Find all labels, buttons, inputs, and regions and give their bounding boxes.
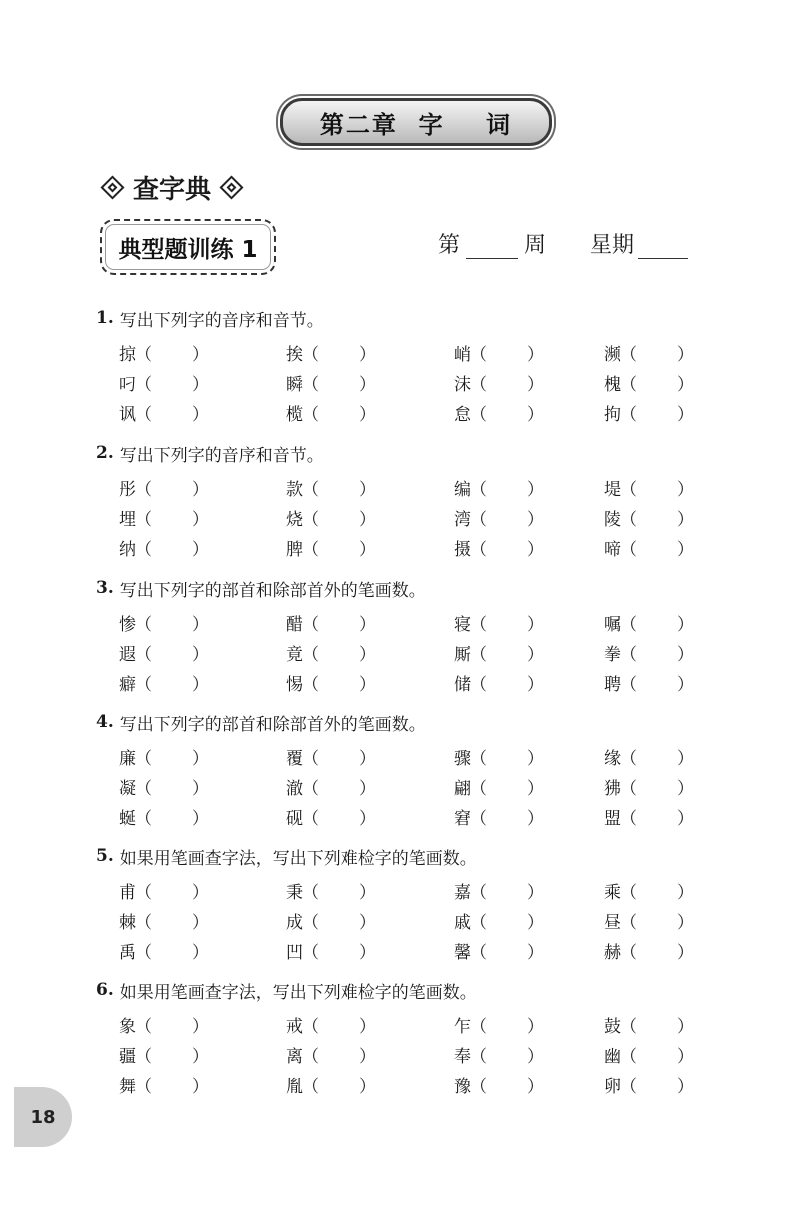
character-item [119,640,286,665]
character: 讽 [119,404,136,425]
answer-blank[interactable]: （ ） [302,778,376,799]
weekday-label: 星期 [590,233,635,258]
character-item [119,610,286,635]
character: 狒 [604,778,621,799]
answer-blank[interactable]: （ ） [135,1046,209,1067]
character-item [454,670,604,695]
character-item [286,878,454,903]
character-row [119,1039,699,1069]
character-row [119,607,699,637]
character-row [119,771,699,801]
character-grid [119,607,699,697]
question-number: 4. [96,712,114,732]
character: 乍 [454,1016,471,1037]
character-item [454,908,604,933]
answer-blank[interactable]: （ ） [620,674,694,695]
answer-blank[interactable]: （ ） [302,1016,376,1037]
question-title [96,305,676,331]
answer-blank[interactable]: （ ） [470,509,544,530]
character-row [119,741,699,771]
answer-blank[interactable]: （ ） [302,509,376,530]
answer-blank[interactable]: （ ） [302,374,376,395]
character: 陵 [604,509,621,530]
character-item [604,1042,699,1067]
character: 榄 [286,404,303,425]
answer-blank[interactable]: （ ） [470,1076,544,1097]
character: 挨 [286,344,303,365]
question-title [96,440,676,466]
character: 编 [454,479,471,500]
character: 赫 [604,942,621,963]
answer-blank[interactable]: （ ） [135,1016,209,1037]
character-item [119,1072,286,1097]
character-row [119,935,699,965]
character-grid [119,1009,699,1099]
answer-blank[interactable]: （ ） [470,808,544,829]
character: 脾 [286,539,303,560]
character: 奉 [454,1046,471,1067]
character: 烧 [286,509,303,530]
answer-blank[interactable]: （ ） [135,778,209,799]
character: 摄 [454,539,471,560]
question-block [96,305,694,427]
character-item [119,475,286,500]
character: 槐 [604,374,621,395]
character-item [454,744,604,769]
week-prefix: 第 [438,233,461,258]
character-row [119,337,699,367]
answer-blank[interactable]: （ ） [135,644,209,665]
character: 款 [286,479,303,500]
character: 昼 [604,912,621,933]
question-number: 1. [96,308,114,328]
character-item [604,505,699,530]
answer-blank[interactable]: （ ） [302,539,376,560]
character: 沫 [454,374,471,395]
character: 聘 [604,674,621,695]
character: 象 [119,1016,136,1037]
character-item [604,1012,699,1037]
page-number-tab [14,1087,72,1147]
character-grid [119,741,699,831]
character: 砚 [286,808,303,829]
answer-blank[interactable]: （ ） [470,942,544,963]
answer-blank[interactable]: （ ） [620,808,694,829]
answer-blank[interactable]: （ ） [470,614,544,635]
character: 戚 [454,912,471,933]
answer-blank[interactable]: （ ） [620,1016,694,1037]
question-number: 5. [96,846,114,866]
character: 堤 [604,479,621,500]
character-item [286,475,454,500]
answer-blank[interactable]: （ ） [620,778,694,799]
character-item [286,908,454,933]
character-item [454,804,604,829]
character: 竟 [286,644,303,665]
answer-blank[interactable]: （ ） [470,912,544,933]
character-item [604,908,699,933]
answer-blank[interactable]: （ ） [135,509,209,530]
answer-blank[interactable]: （ ） [620,644,694,665]
character: 啼 [604,539,621,560]
character-item [119,340,286,365]
answer-blank[interactable]: （ ） [470,1046,544,1067]
character: 秉 [286,882,303,903]
character-item [119,1042,286,1067]
question-block [96,709,694,831]
character: 寝 [454,614,471,635]
character-item [454,610,604,635]
answer-blank[interactable]: （ ） [470,344,544,365]
character: 遐 [119,644,136,665]
character: 拘 [604,404,621,425]
character-item [454,878,604,903]
character-item [119,744,286,769]
answer-blank[interactable]: （ ） [620,1046,694,1067]
character-item [119,878,286,903]
answer-blank[interactable]: （ ） [135,344,209,365]
answer-blank[interactable]: （ ） [302,1076,376,1097]
answer-blank[interactable]: （ ） [302,614,376,635]
answer-blank[interactable]: （ ） [620,404,694,425]
character: 嘉 [454,882,471,903]
exercise-badge [100,219,276,275]
character-row [119,502,699,532]
character-item [454,774,604,799]
character: 嘱 [604,614,621,635]
character-item [604,774,699,799]
character: 盟 [604,808,621,829]
character-grid [119,875,699,965]
character: 禹 [119,942,136,963]
diamond-icon [100,175,124,199]
character-item [604,640,699,665]
character-item [604,938,699,963]
character-item [286,804,454,829]
character-item [119,670,286,695]
answer-blank[interactable]: （ ） [470,644,544,665]
character-item [119,938,286,963]
character: 卵 [604,1076,621,1097]
character-item [604,475,699,500]
character-item [286,1072,454,1097]
weekday-blank[interactable] [638,232,688,259]
character-item [604,610,699,635]
answer-blank[interactable]: （ ） [135,1076,209,1097]
answer-blank[interactable]: （ ） [302,1046,376,1067]
answer-blank[interactable]: （ ） [470,1016,544,1037]
character-item [119,535,286,560]
answer-blank[interactable]: （ ） [620,748,694,769]
question-prompt: 写出下列字的部首和除部首外的笔画数。 [119,580,426,601]
answer-blank[interactable]: （ ） [302,674,376,695]
answer-blank[interactable]: （ ） [470,479,544,500]
answer-blank[interactable]: （ ） [302,404,376,425]
answer-blank[interactable]: （ ） [470,674,544,695]
question-block [96,440,694,562]
character: 储 [454,674,471,695]
question-block [96,843,694,965]
answer-blank[interactable]: （ ） [302,882,376,903]
character-row [119,905,699,935]
character: 凹 [286,942,303,963]
character: 蜒 [119,808,136,829]
answer-blank[interactable]: （ ） [470,539,544,560]
character: 凝 [119,778,136,799]
character-row [119,1009,699,1039]
answer-blank[interactable]: （ ） [470,778,544,799]
answer-blank[interactable]: （ ） [470,374,544,395]
character-row [119,801,699,831]
character: 缘 [604,748,621,769]
answer-blank[interactable]: （ ） [135,748,209,769]
character-item [604,878,699,903]
character: 醋 [286,614,303,635]
section-heading [98,170,246,204]
character: 廉 [119,748,136,769]
character: 峭 [454,344,471,365]
answer-blank[interactable]: （ ） [620,1076,694,1097]
character: 棘 [119,912,136,933]
character-item [454,370,604,395]
question-number: 2. [96,443,114,463]
character-item [119,1012,286,1037]
question-prompt: 写出下列字的部首和除部首外的笔画数。 [119,714,426,735]
chapter-title: 第二章 字 词 [319,109,513,139]
character: 叼 [119,374,136,395]
character-item [604,1072,699,1097]
question-title [96,709,676,735]
answer-blank[interactable]: （ ） [302,344,376,365]
question-block [96,977,694,1099]
question-prompt: 如果用笔画查字法，写出下列难检字的笔画数。 [119,982,477,1003]
character: 成 [286,912,303,933]
week-suffix: 周 [524,233,547,258]
answer-blank[interactable]: （ ） [302,942,376,963]
answer-blank[interactable]: （ ） [470,748,544,769]
character: 纳 [119,539,136,560]
character-item [454,505,604,530]
character-row [119,397,699,427]
answer-blank[interactable]: （ ） [470,404,544,425]
answer-blank[interactable]: （ ） [302,808,376,829]
chapter-title-banner [280,98,552,146]
character-item [604,804,699,829]
character-row [119,1069,699,1099]
character: 惕 [286,674,303,695]
character: 瞬 [286,374,303,395]
character: 怠 [454,404,471,425]
character: 豫 [454,1076,471,1097]
answer-blank[interactable]: （ ） [302,479,376,500]
character: 馨 [454,942,471,963]
character-item [286,1042,454,1067]
answer-blank[interactable]: （ ） [620,479,694,500]
answer-blank[interactable]: （ ） [135,479,209,500]
character-item [119,370,286,395]
question-number: 6. [96,980,114,1000]
character-item [286,1012,454,1037]
answer-blank[interactable]: （ ） [470,882,544,903]
badge-label: 典型题训练 1 [118,236,258,263]
character-grid [119,337,699,427]
diamond-icon [219,175,243,199]
question-title [96,977,676,1003]
answer-blank[interactable]: （ ） [135,614,209,635]
character: 戒 [286,1016,303,1037]
character: 鼓 [604,1016,621,1037]
character-item [454,640,604,665]
character: 甫 [119,882,136,903]
answer-blank[interactable]: （ ） [620,942,694,963]
answer-blank[interactable]: （ ） [620,374,694,395]
character: 幽 [604,1046,621,1067]
answer-blank[interactable]: （ ） [620,509,694,530]
answer-blank[interactable]: （ ） [620,614,694,635]
character-item [286,505,454,530]
character-item [454,400,604,425]
answer-blank[interactable]: （ ） [135,808,209,829]
character-item [119,400,286,425]
character: 窘 [454,808,471,829]
character-item [454,535,604,560]
answer-blank[interactable]: （ ） [135,674,209,695]
answer-blank[interactable]: （ ） [302,644,376,665]
character: 胤 [286,1076,303,1097]
character-item [454,475,604,500]
character-item [286,744,454,769]
character-row [119,667,699,697]
character-item [119,804,286,829]
character: 疆 [119,1046,136,1067]
character-item [119,908,286,933]
character-item [604,744,699,769]
answer-blank[interactable]: （ ） [135,942,209,963]
character-grid [119,472,699,562]
question-number: 3. [96,578,114,598]
character: 拳 [604,644,621,665]
question-block [96,575,694,697]
answer-blank[interactable]: （ ） [135,539,209,560]
character: 舞 [119,1076,136,1097]
answer-blank[interactable]: （ ） [620,882,694,903]
page-number: 18 [30,1106,56,1128]
character-item [454,1012,604,1037]
character-item [286,535,454,560]
answer-blank[interactable]: （ ） [302,748,376,769]
character-item [286,640,454,665]
date-line [438,228,688,259]
character: 澈 [286,778,303,799]
answer-blank[interactable]: （ ） [620,344,694,365]
character: 厮 [454,644,471,665]
character: 癖 [119,674,136,695]
character-item [604,340,699,365]
character: 乘 [604,882,621,903]
question-title [96,575,676,601]
question-title [96,843,676,869]
character-item [454,340,604,365]
character-item [119,774,286,799]
character-item [286,370,454,395]
character-item [286,400,454,425]
answer-blank[interactable]: （ ） [135,912,209,933]
character-row [119,367,699,397]
character-item [286,340,454,365]
week-blank[interactable] [466,232,518,259]
question-prompt: 写出下列字的音序和音节。 [119,310,324,331]
character-row [119,875,699,905]
character: 骤 [454,748,471,769]
character: 掠 [119,344,136,365]
character-row [119,637,699,667]
character-item [119,505,286,530]
character-item [604,400,699,425]
answer-blank[interactable]: （ ） [620,912,694,933]
answer-blank[interactable]: （ ） [135,404,209,425]
character: 覆 [286,748,303,769]
character-item [604,370,699,395]
character-row [119,532,699,562]
character: 惨 [119,614,136,635]
question-prompt: 如果用笔画查字法，写出下列难检字的笔画数。 [119,848,477,869]
character-item [286,938,454,963]
answer-blank[interactable]: （ ） [135,882,209,903]
question-prompt: 写出下列字的音序和音节。 [119,445,324,466]
answer-blank[interactable]: （ ） [135,374,209,395]
character: 翩 [454,778,471,799]
character: 彤 [119,479,136,500]
character: 离 [286,1046,303,1067]
character: 湾 [454,509,471,530]
character-item [454,1072,604,1097]
character-item [454,938,604,963]
character-item [604,535,699,560]
answer-blank[interactable]: （ ） [302,912,376,933]
section-title: 查字典 [133,174,212,205]
character-row [119,472,699,502]
character-item [286,670,454,695]
character: 濒 [604,344,621,365]
character-item [286,610,454,635]
answer-blank[interactable]: （ ） [620,539,694,560]
character-item [454,1042,604,1067]
character-item [286,774,454,799]
character: 埋 [119,509,136,530]
character-item [604,670,699,695]
